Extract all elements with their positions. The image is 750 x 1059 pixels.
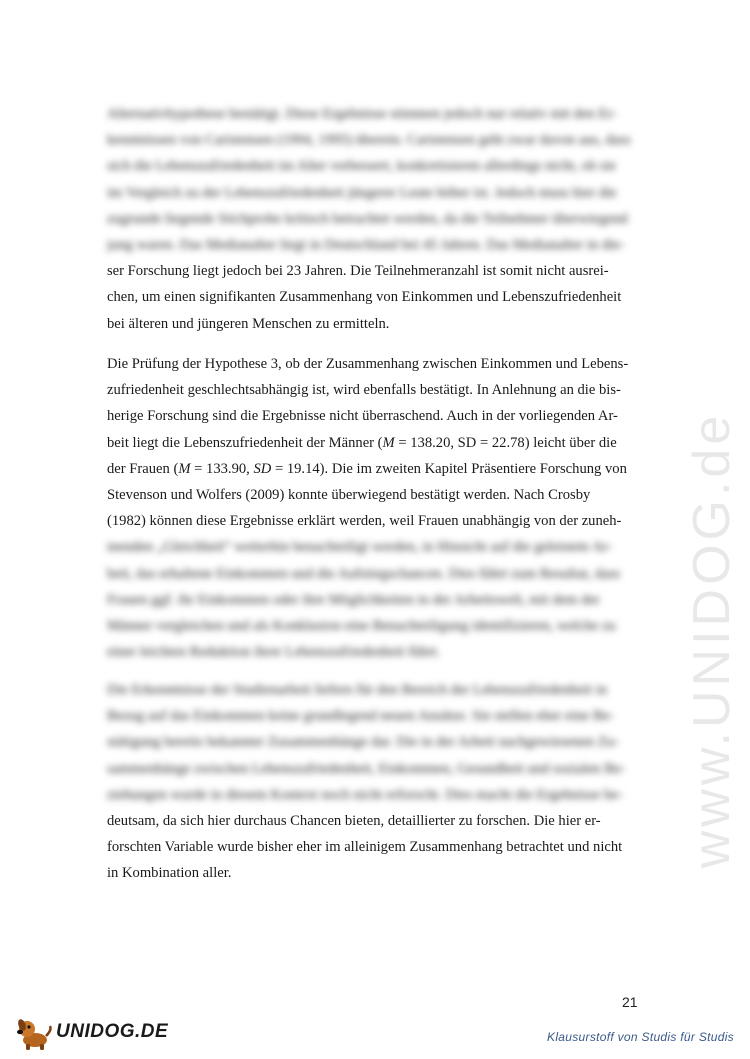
text-line: chen, um einen signifikanten Zusammenhang von Einkommen und Lebenszufriedenheit — [107, 289, 622, 306]
stat-symbol-m: M — [382, 434, 395, 451]
stat-symbol-m: M — [178, 460, 191, 477]
page-number: 21 — [622, 994, 638, 1010]
text-line: herige Forschung sind die Ergebnisse nicht überraschend. Auch in der vorliegenden Ar- — [107, 408, 618, 425]
text-line: ser Forschung liegt jedoch bei 23 Jahren. Die Teilnehmeranzahl ist somit nicht ausrei- — [107, 263, 609, 280]
blurred-line: im Vergleich zu der Lebenszufriedenheit jüngerer Leute höher ist. Jedoch muss hier die — [107, 184, 617, 201]
blurred-line: beit, das erhaltene Einkommen und die Aufstiegschancen. Dies führt zum Resultat, dass — [107, 565, 621, 582]
paragraph-2 — [107, 351, 643, 665]
blurred-line: Frauen ggf. ihr Einkommen oder ihre Möglichkeiten in der Arbeitswelt, mit dem der — [107, 591, 600, 608]
text-line — [107, 456, 643, 482]
blurred-line: zugrunde liegende Stichprobe kritisch betrachtet werden, da die Teilnehmer überwiegend — [107, 210, 628, 227]
text-line: zufriedenheit geschlechtsabhängig ist, wird ebenfalls bestätigt. In Anlehnung an die bis- — [107, 382, 621, 399]
blurred-line: sammenhänge zwischen Lebenszufriedenheit, Einkommen, Gesundheit und sozialen Be- — [107, 760, 626, 777]
text-run: der Frauen ( — [107, 460, 179, 477]
blurred-line: ziehungen wurde in diesem Kontext noch nicht erforscht. Dies macht die Ergebnisse be- — [107, 786, 623, 803]
logo-text: UNIDOG.DE — [56, 1021, 169, 1042]
site-watermark: www.UNIDOG.de — [683, 411, 741, 869]
text-run: = 133.90, — [190, 460, 254, 477]
blurred-line: jung waren. Das Medianalter liegt in Deutschland bei 45 Jahren. Das Medianalter in die- — [107, 237, 625, 254]
dog-icon — [14, 1012, 54, 1052]
text-run: = 19.14). Die im zweiten Kapitel Präsentiere Forschung von — [271, 460, 627, 477]
text-line: Stevenson und Wolfers (2009) konnte überwiegend bestätigt werden. Nach Crosby — [107, 487, 591, 504]
blurred-line: Männer vergleichen und als Konklusion eine Benachteiligung identifizieren, welche zu — [107, 618, 616, 635]
text-line — [107, 430, 643, 456]
paragraph-3 — [107, 677, 643, 887]
text-line: in Kombination aller. — [107, 865, 232, 882]
text-line: bei älteren und jüngeren Menschen zu ermitteln. — [107, 315, 390, 332]
stat-symbol-sd: SD — [253, 460, 272, 477]
blurred-line: stätigung bereits bekannter Zusammenhänge dar. Die in der Arbeit nachgewiesenen Zu- — [107, 734, 619, 751]
footer-tagline: Klausurstoff von Studis für Studis — [547, 1030, 734, 1044]
blurred-line: Alternativhypothese bestätigt. Diese Ergebnisse stimmen jedoch nur relativ mit den Er- — [107, 106, 617, 122]
text-run: = 138.20, SD = 22.78) leicht über die — [394, 434, 617, 451]
blurred-line: einer leichten Reduktion ihrer Lebenszufriedenheit führt. — [107, 644, 441, 661]
blurred-line: menden „Gleichheit“ weiterhin benachteiligt werden, in Hinsicht auf die geleistete Ar- — [107, 539, 613, 556]
text-line: Die Prüfung der Hypothese 3, ob der Zusammenhang zwischen Einkommen und Lebens- — [107, 356, 629, 372]
text-line: forschten Variable wurde bisher eher im alleinigem Zusammenhang betrachtet und nicht — [107, 839, 623, 856]
blurred-line: Bezug auf das Einkommen keine grundlegend neuen Ansätze. Sie stellen eher eine Be- — [107, 708, 614, 725]
blurred-line: Die Erkenntnisse der Studienarbeit liefern für den Bereich der Lebenszufriedenheit in — [107, 682, 608, 698]
text-line: (1982) können diese Ergebnisse erklärt werden, weil Frauen unabhängig von der zuneh- — [107, 513, 622, 530]
text-run: beit liegt die Lebenszufriedenheit der Männer ( — [107, 434, 383, 451]
footer-logo — [14, 1012, 168, 1052]
paragraph-1 — [107, 101, 643, 337]
blurred-line: sich die Lebenszufriedenheit im Alter verbessert, konkretisieren allerdings nicht, ob sie — [107, 158, 616, 175]
text-line: deutsam, da sich hier durchaus Chancen bieten, detaillierter zu forschen. Die hier er- — [107, 813, 601, 830]
blurred-line: kenntnissen von Caristensen (1994, 1995) überein. Caristensen geht zwar davon aus, dass — [107, 132, 631, 149]
